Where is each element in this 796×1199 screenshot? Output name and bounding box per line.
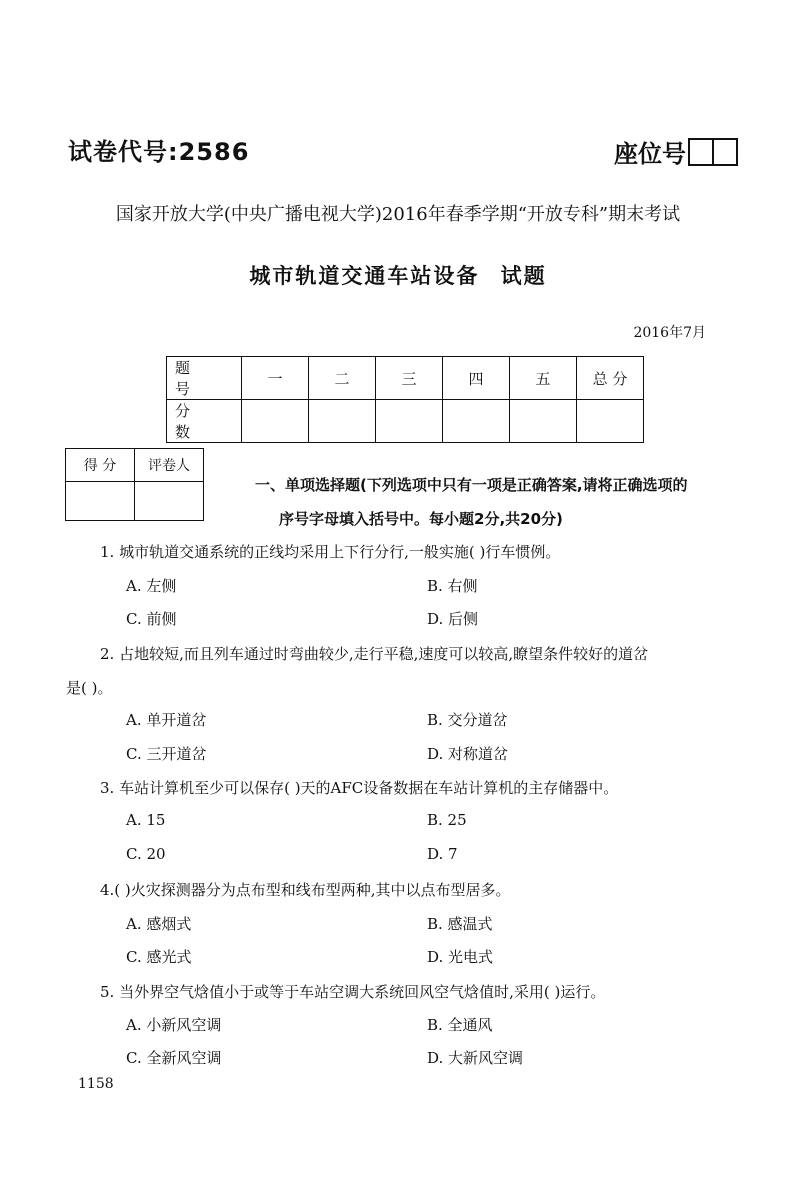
score-cell[interactable] — [376, 400, 443, 443]
score-col-header: 总 分 — [577, 357, 644, 400]
option-b[interactable]: B. 25 — [427, 811, 467, 829]
question-stem: 5. 当外界空气焓值小于或等于车站空调大系统回风空气焓值时,采用( )运行。 — [100, 983, 606, 1001]
seat-boxes — [688, 138, 738, 166]
question-stem-cont: 是( )。 — [66, 679, 113, 697]
option-b[interactable]: B. 右侧 — [427, 577, 478, 595]
score-col-header: 三 — [376, 357, 443, 400]
option-b[interactable]: B. 交分道岔 — [427, 711, 508, 729]
score-row-label: 分 数 — [167, 400, 242, 443]
exam-title: 城市轨道交通车站设备 试题 — [249, 264, 547, 288]
grader-name-cell[interactable] — [135, 482, 204, 521]
grader-table — [65, 448, 204, 521]
score-table — [166, 356, 644, 443]
score-cell[interactable] — [242, 400, 309, 443]
option-b[interactable]: B. 感温式 — [427, 915, 493, 933]
grader-score-label: 得 分 — [66, 449, 135, 482]
option-a[interactable]: A. 左侧 — [126, 577, 177, 595]
option-c[interactable]: C. 前侧 — [126, 610, 177, 628]
option-d[interactable]: D. 大新风空调 — [427, 1049, 524, 1067]
score-row-label: 题 号 — [167, 357, 242, 400]
option-a[interactable]: A. 15 — [126, 811, 166, 829]
option-a[interactable]: A. 感烟式 — [126, 915, 192, 933]
option-c[interactable]: C. 三开道岔 — [126, 745, 207, 763]
score-cell[interactable] — [510, 400, 577, 443]
grader-name-label: 评卷人 — [135, 449, 204, 482]
score-cell[interactable] — [309, 400, 376, 443]
option-c[interactable]: C. 20 — [126, 845, 166, 863]
seat-number — [614, 134, 738, 169]
option-d[interactable]: D. 后侧 — [427, 610, 479, 628]
seat-label: 座位号 — [614, 140, 686, 168]
paper-code: 试卷代号:2586 — [68, 138, 250, 166]
section-heading-cont: 序号字母填入括号中。每小题2分,共20分) — [279, 510, 563, 528]
score-col-header: 二 — [309, 357, 376, 400]
grader-score-cell[interactable] — [66, 482, 135, 521]
score-col-header: 五 — [510, 357, 577, 400]
option-d[interactable]: D. 7 — [427, 845, 458, 863]
score-cell[interactable] — [577, 400, 644, 443]
seat-box — [688, 138, 714, 166]
section-heading: 一、单项选择题(下列选项中只有一项是正确答案,请将正确选项的 — [255, 476, 688, 494]
seat-box — [714, 138, 738, 166]
question-stem: 3. 车站计算机至少可以保存( )天的AFC设备数据在车站计算机的主存储器中。 — [100, 779, 619, 797]
option-c[interactable]: C. 全新风空调 — [126, 1049, 222, 1067]
option-a[interactable]: A. 单开道岔 — [126, 711, 207, 729]
option-b[interactable]: B. 全通风 — [427, 1016, 493, 1034]
page-number: 1158 — [78, 1076, 114, 1092]
option-a[interactable]: A. 小新风空调 — [126, 1016, 222, 1034]
option-d[interactable]: D. 光电式 — [427, 948, 494, 966]
question-stem: 2. 占地较短,而且列车通过时弯曲较少,走行平稳,速度可以较高,瞭望条件较好的道岔 — [100, 645, 649, 663]
question-stem: 4.( )火灾探测器分为点布型和线布型两种,其中以点布型居多。 — [100, 881, 511, 899]
question-stem: 1. 城市轨道交通系统的正线均采用上下行分行,一般实施( )行车惯例。 — [100, 543, 561, 561]
score-col-header: 四 — [443, 357, 510, 400]
option-d[interactable]: D. 对称道岔 — [427, 745, 509, 763]
score-col-header: 一 — [242, 357, 309, 400]
exam-date: 2016年7月 — [633, 325, 706, 341]
score-cell[interactable] — [443, 400, 510, 443]
exam-header: 国家开放大学(中央广播电视大学)2016年春季学期“开放专科”期末考试 — [115, 204, 681, 225]
option-c[interactable]: C. 感光式 — [126, 948, 192, 966]
